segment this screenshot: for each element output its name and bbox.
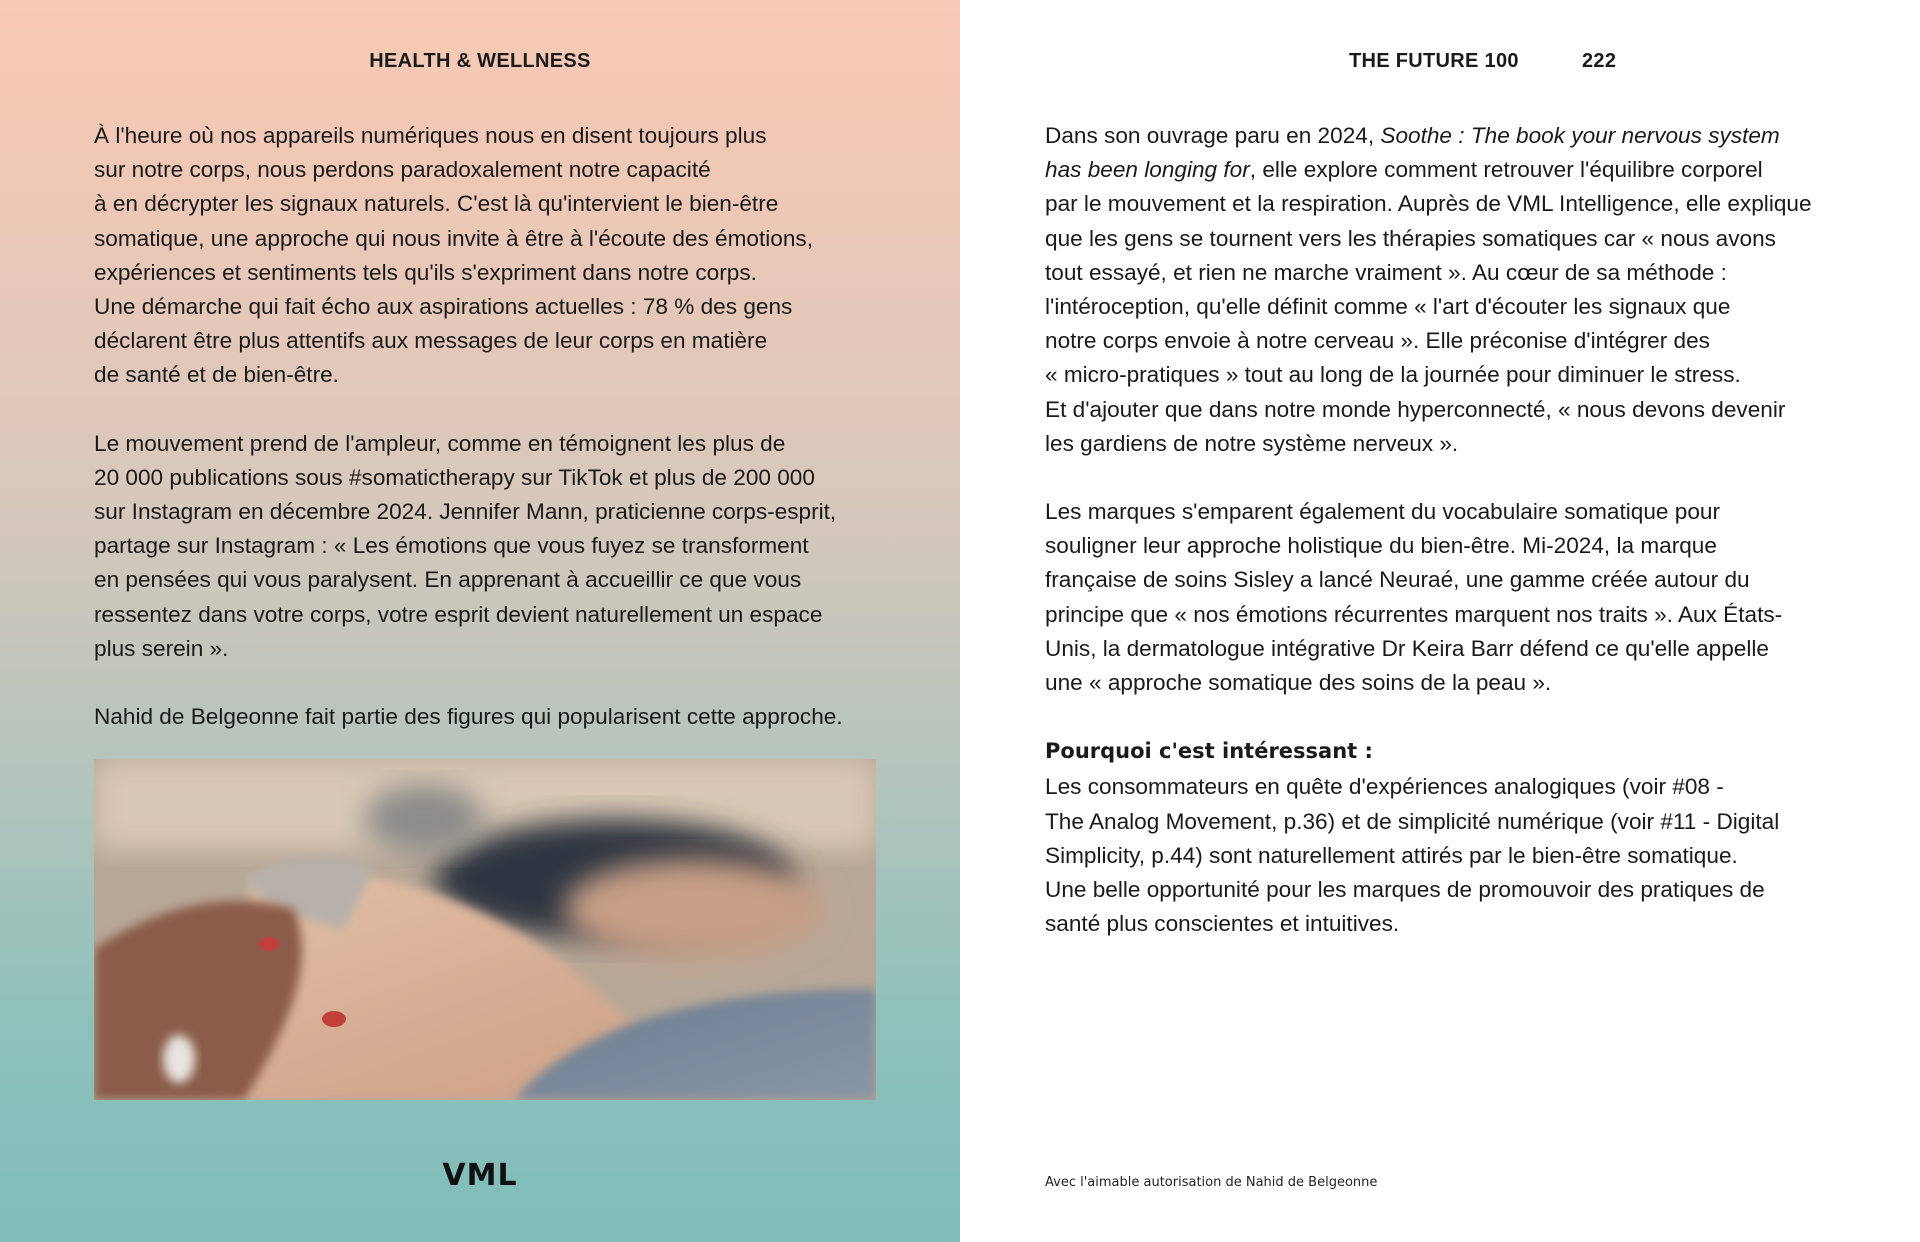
publication-title: THE FUTURE 100 — [1349, 50, 1519, 72]
left-paragraph-1: À l'heure où nos appareils numériques nous en disent toujours plus sur notre corps, nous perdons paradoxalement notre capacité à en décrypter les signaux naturels. C'est là qu'intervient le bien-être somatique, une approche qui nous invite à être à l'écoute des émotions, expériences et sentiments tels qu'ils s'expriment dans notre corps. Une démarche qui fait écho aux aspirations actuelles : 78 % des gens déclarent être plus attentifs aux messages de leur corps en matière de santé et de bien-être. — [94, 123, 813, 388]
book-title-continued: has been longing for — [1045, 157, 1250, 183]
book-title: Soothe : The book your nervous system — [1380, 123, 1780, 148]
somatic-wellness-photo — [94, 759, 876, 1100]
photo-illustration — [94, 759, 876, 1100]
why-interesting-heading: Pourquoi c'est intéressant : — [1045, 739, 1373, 764]
page-number: 222 — [1582, 50, 1617, 72]
right-column-text — [1045, 119, 1845, 975]
right-paragraph-3: Pourquoi c'est intéressant : Les consommateurs en quête d'expériences analogiques (voir #08 - The Analog Movement, p.36) et de simplicité numérique (voir #11 - Digital Simplicity, p.44) sont naturellement attirés par le bien-être somatique. Une belle opportunité pour les marques de promouvoir des pratiques de santé plus conscientes et intuitives. — [1045, 734, 1845, 941]
left-paragraph-2: Le mouvement prend de l'ampleur, comme en témoignent les plus de 20 000 publications sous #somatictherapy sur TikTok et plus de 200 000 sur Instagram en décembre 2024. Jennifer Mann, praticienne corps-esprit, partage sur Instagram : « Les émotions que vous fuyez se transforment en pensées qui vous paralysent. En apprenant à accueillir ce que vous ressentez dans votre corps, votre esprit devient naturellement un espace plus serein ». — [94, 430, 837, 661]
photo-credit: Avec l'aimable autorisation de Nahid de Belgeonne — [1045, 1175, 1378, 1190]
vml-logo: VML — [442, 1158, 518, 1193]
left-paragraph-3: Nahid de Belgeonne fait partie des figures qui popularisent cette approche. — [94, 704, 843, 730]
right-paragraph-1: Dans son ouvrage paru en 2024, Soothe : The book your nervous system has been longing for, elle explore comment retrouver l'équilibre corporel par le mouvement et la respiration. Auprès de VML Intelligence, elle explique que les gens se tournent vers les thérapies somatiques car « nous avons tout essayé, et rien ne marche vraiment ». Au cœur de sa méthode : l'intéroception, qu'elle définit comme « l'art d'écouter les signaux que notre corps envoie à notre cerveau ». Elle préconise d'intégrer des « micro-pratiques » tout au long de la journée pour diminuer le stress. Et d'ajouter que dans notre monde hyperconnecté, « nous devons devenir les gardiens de notre système nerveux ». — [1045, 123, 1812, 456]
section-running-head: HEALTH & WELLNESS — [369, 50, 591, 72]
left-column-text — [94, 119, 894, 768]
right-paragraph-2: Les marques s'emparent également du vocabulaire somatique pour souligner leur approche holistique du bien-être. Mi-2024, la marque française de soins Sisley a lancé Neuraé, une gamme créée autour du principe que « nos émotions récurrentes marquent nos traits ». Aux États- Unis, la dermatologue intégrative Dr Keira Barr défend ce qu'elle appelle une « approche somatique des soins de la peau ». — [1045, 499, 1783, 696]
